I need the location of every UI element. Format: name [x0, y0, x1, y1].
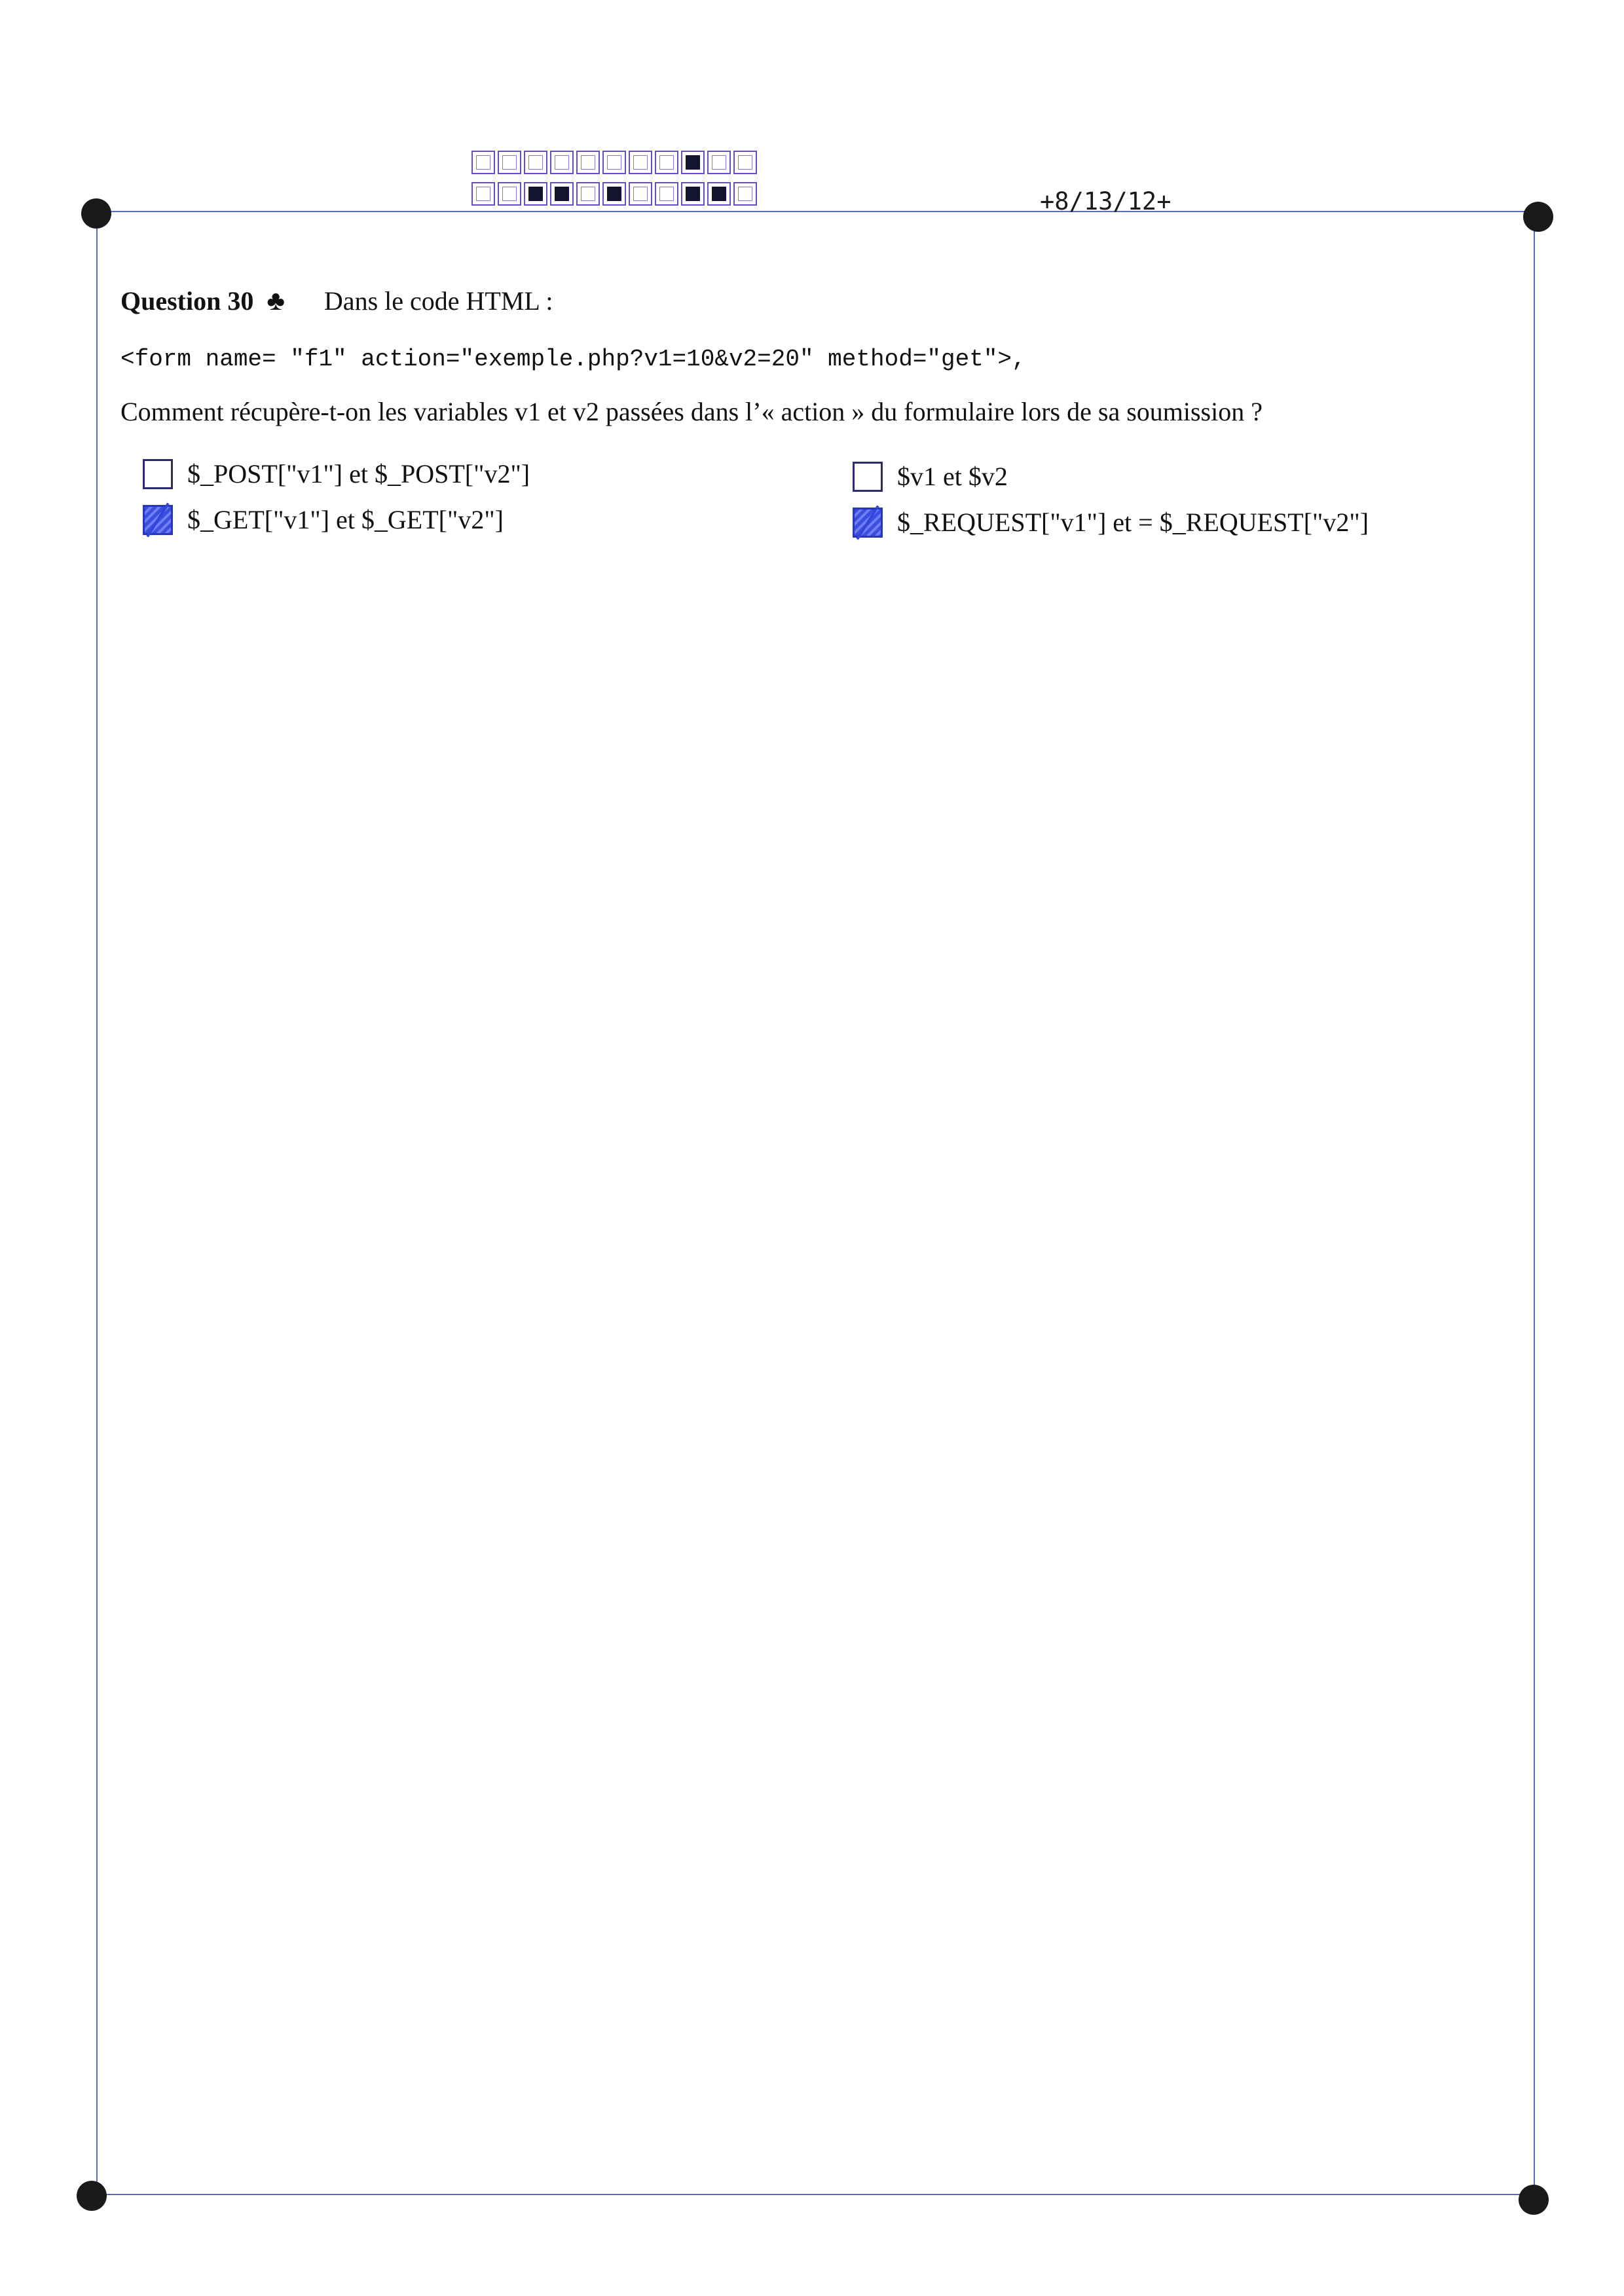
- barcode-row-2: [471, 182, 760, 207]
- barcode-cell-3: [524, 182, 547, 206]
- barcode-cell-2: [498, 182, 521, 206]
- barcode-row-1: [471, 151, 760, 176]
- registration-mark-bottom-right: [1519, 2185, 1549, 2215]
- barcode-cell-10: [707, 151, 731, 174]
- answer-option-3[interactable]: [143, 504, 504, 535]
- barcode: [471, 151, 760, 213]
- club-icon: ♣: [267, 286, 285, 316]
- barcode-cell-7: [629, 182, 652, 206]
- answer-option-2[interactable]: [853, 461, 1008, 492]
- page-id: +8/13/12+: [1040, 187, 1172, 215]
- barcode-cell-10: [707, 182, 731, 206]
- answer-label: $_POST["v1"] et $_POST["v2"]: [187, 459, 530, 489]
- checkbox[interactable]: [143, 459, 173, 489]
- barcode-cell-6: [602, 182, 626, 206]
- registration-mark-top-right: [1523, 202, 1553, 232]
- barcode-cell-3: [524, 151, 547, 174]
- answer-label: $_REQUEST["v1"] et = $_REQUEST["v2"]: [897, 508, 1369, 537]
- barcode-cell-1: [471, 151, 495, 174]
- checkbox[interactable]: [853, 508, 883, 538]
- checkbox[interactable]: [143, 505, 173, 535]
- barcode-cell-4: [550, 151, 574, 174]
- barcode-cell-4: [550, 182, 574, 206]
- barcode-cell-2: [498, 151, 521, 174]
- question-label: Question 30: [120, 286, 254, 316]
- answer-option-1[interactable]: [143, 458, 530, 489]
- barcode-cell-5: [576, 182, 600, 206]
- barcode-cell-11: [733, 151, 757, 174]
- question-code: <form name= "f1" action="exemple.php?v1=10&v2=20" method="get">,: [120, 346, 1026, 373]
- answer-label: $_GET["v1"] et $_GET["v2"]: [187, 505, 504, 534]
- barcode-cell-9: [681, 151, 705, 174]
- question-header: [120, 286, 553, 317]
- registration-mark-bottom-left: [77, 2181, 107, 2211]
- barcode-cell-8: [655, 182, 678, 206]
- answer-label: $v1 et $v2: [897, 462, 1008, 491]
- answer-option-4[interactable]: [853, 507, 1369, 538]
- barcode-cell-7: [629, 151, 652, 174]
- question-text: Comment récupère-t-on les variables v1 et v2 passées dans l’« action » du formulaire lors de sa soumission ?: [120, 397, 1263, 426]
- barcode-cell-9: [681, 182, 705, 206]
- barcode-cell-8: [655, 151, 678, 174]
- barcode-cell-5: [576, 151, 600, 174]
- barcode-cell-6: [602, 151, 626, 174]
- registration-mark-top-left: [81, 198, 111, 229]
- question-prompt: Dans le code HTML :: [323, 286, 553, 316]
- checkbox[interactable]: [853, 462, 883, 492]
- barcode-cell-1: [471, 182, 495, 206]
- barcode-cell-11: [733, 182, 757, 206]
